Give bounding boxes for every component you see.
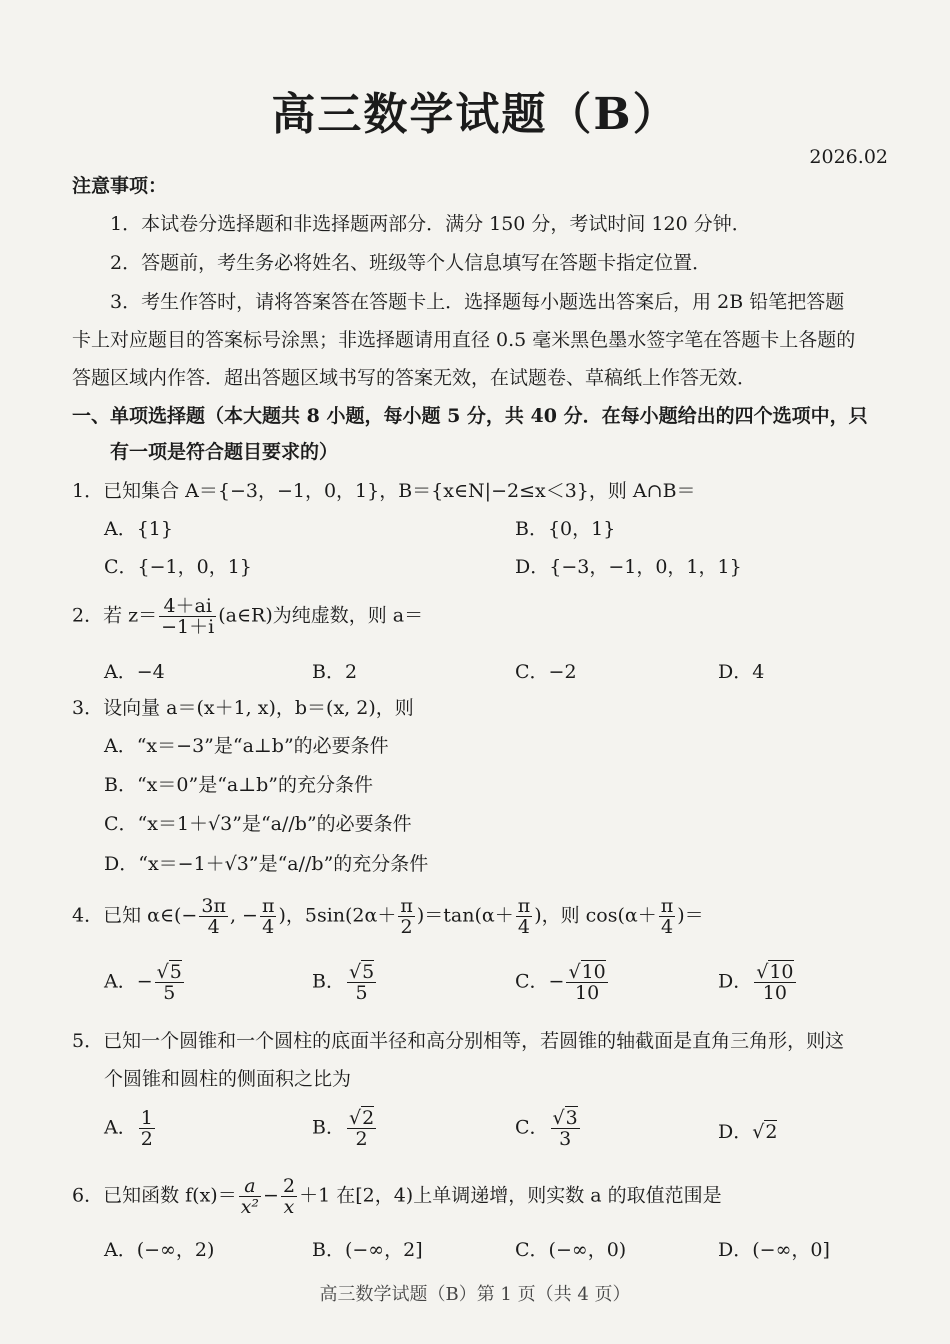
q3-option-b: B．“x＝0”是“a⊥b”的充分条件 [104, 774, 373, 796]
notice-line-2: 2．答题前，考生务必将姓名、班级等个人信息填写在答题卡指定位置． [110, 252, 712, 274]
q4-frac-4-num: π [517, 895, 531, 917]
q5-option-b-den: 2 [355, 1128, 368, 1150]
q5-option-d-radicand: 2 [765, 1121, 778, 1143]
q4-frac-5-num: π [660, 895, 674, 917]
q1-option-a: A．{1} [104, 518, 173, 540]
page-title: 高三数学试题（B） [271, 89, 679, 140]
q1-stem: 1．已知集合 A＝{−3，−1，0，1}，B＝{x∈N|−2≤x＜3}，则 A∩B＝ [72, 480, 696, 502]
notice-line-3b: 卡上对应题目的答案标号涂黑；非选择题请用直径 0.5 毫米黑色墨水签字笔在答题卡上各题的 [72, 329, 856, 351]
q4-option-a-frac [155, 962, 184, 1003]
q4-part-5: )，则 cos(α＋ [534, 904, 657, 927]
q4-option-a-label: A． [104, 970, 137, 993]
q4-option-a-num [155, 962, 184, 983]
q3-option-a: A．“x＝−3”是“a⊥b”的必要条件 [104, 735, 389, 757]
q4-option-d-radicand: 10 [769, 961, 794, 983]
notice-line-3a: 3．考生作答时，请将答案答在答题卡上．选择题每小题选出答案后，用 2B 铅笔把答题 [110, 291, 845, 313]
q5-stem-line-1: 5．已知一个圆锥和一个圆柱的底面半径和高分别相等，若圆锥的轴截面是直角三角形，则这 [72, 1030, 845, 1052]
q5-option-c-label: C． [515, 1116, 549, 1139]
q4-part-1: 4．已知 α∈(− [72, 904, 198, 927]
sqrt-icon: √ [552, 1107, 565, 1129]
section-heading-line-1: 一、单项选择题（本大题共 8 小题，每小题 5 分，共 40 分．在每小题给出的四个选项中，只 [72, 405, 868, 427]
q4-frac-2-num: π [261, 895, 275, 917]
q2-option-c: C．−2 [515, 661, 577, 683]
q4-frac-1-den: 4 [207, 916, 220, 938]
q6-option-c: C．(−∞，0) [515, 1239, 627, 1261]
q4-option-c-sign: − [548, 970, 565, 993]
q2-option-d: D．4 [718, 661, 765, 683]
exam-date: 2026.02 [809, 146, 888, 168]
q3-stem: 3．设向量 a＝(x＋1, x)，b＝(x, 2)，则 [72, 697, 414, 719]
q2-fraction [159, 596, 216, 637]
q4-part-4: )＝tan(α＋ [416, 904, 514, 927]
q5-option-c [515, 1108, 582, 1149]
q4-option-a-sign: − [136, 970, 153, 993]
q4-option-c [515, 962, 610, 1003]
q5-option-a-frac [139, 1108, 155, 1149]
q5-option-c-frac [551, 1108, 580, 1149]
q5-option-c-radicand: 3 [565, 1107, 578, 1129]
q4-option-d-num [754, 962, 795, 983]
q6-option-d: D．(−∞，0] [718, 1239, 830, 1261]
q4-frac-2-den: 4 [262, 916, 275, 938]
q4-frac-1-num: 3π [201, 895, 226, 917]
q4-option-c-radicand: 10 [581, 961, 606, 983]
q4-option-d [718, 962, 798, 1003]
q5-option-d [718, 1120, 777, 1144]
q4-option-d-den: 10 [762, 982, 787, 1004]
q6-frac-2-den: x [283, 1196, 295, 1218]
q4-option-b [312, 962, 378, 1003]
q4-option-c-frac [566, 962, 607, 1003]
q2-label: 2．若 z＝ [72, 604, 158, 627]
q5-option-a-den: 2 [140, 1128, 153, 1150]
q5-option-a-label: A． [104, 1116, 137, 1139]
q4-option-b-num [347, 962, 376, 983]
q5-option-a-num: 1 [140, 1107, 153, 1129]
q2-numerator: 4＋ai [159, 596, 216, 617]
q6-frac-1 [239, 1176, 261, 1217]
q4-option-c-den: 10 [575, 982, 600, 1004]
q4-option-b-label: B． [312, 970, 345, 993]
q4-option-c-label: C． [515, 970, 549, 993]
q2-option-a: A．−4 [104, 661, 165, 683]
q4-part-6: )＝ [677, 904, 704, 927]
q5-option-c-den: 3 [559, 1128, 572, 1150]
q2-stem [72, 596, 423, 637]
q1-option-d: D．{−3，−1，0，1，1} [515, 556, 742, 578]
q5-option-b-label: B． [312, 1116, 345, 1139]
notice-line-1: 1．本试卷分选择题和非选择题两部分．满分 150 分，考试时间 120 分钟． [110, 213, 751, 235]
q4-frac-3-num: π [400, 895, 413, 917]
q4-option-a [104, 962, 186, 1003]
q4-frac-5 [659, 896, 676, 937]
sqrt-icon: √ [348, 1107, 362, 1129]
page-footer: 高三数学试题（B）第 1 页（共 4 页） [319, 1284, 631, 1305]
sqrt-icon: √ [156, 961, 169, 983]
section-heading-line-2: 有一项是符合题目要求的） [110, 441, 339, 463]
q4-frac-4 [516, 896, 533, 937]
q6-part-3: ＋1 在[2，4)上单调递增，则实数 a 的取值范围是 [299, 1184, 722, 1207]
q4-option-a-radicand: 5 [169, 961, 182, 983]
q5-option-b [312, 1108, 378, 1149]
q6-stem [72, 1176, 722, 1217]
q6-frac-2 [281, 1176, 297, 1217]
q4-option-d-label: D． [718, 970, 753, 993]
q5-option-a [104, 1108, 157, 1149]
q4-option-b-radicand: 5 [362, 961, 375, 983]
notice-line-3c: 答题区域内作答．超出答题区域书写的答案无效，在试题卷、草稿纸上作答无效． [72, 367, 757, 389]
q6-option-a: A．(−∞，2) [104, 1239, 215, 1261]
q4-option-c-num [566, 962, 607, 983]
q4-frac-2 [260, 896, 277, 937]
notice-heading: 注意事项： [72, 175, 168, 197]
q5-option-c-num [551, 1108, 580, 1129]
q4-stem [72, 896, 704, 937]
q4-frac-1 [199, 896, 228, 937]
q3-option-d: D．“x＝−1＋√3”是“a//b”的充分条件 [104, 853, 429, 875]
q4-frac-5-den: 4 [660, 916, 674, 938]
sqrt-icon: √ [568, 961, 581, 983]
q1-option-b: B．{0，1} [515, 518, 616, 540]
q6-part-2: − [263, 1184, 279, 1207]
q5-option-b-num [347, 1108, 376, 1129]
q4-part-3: )，5sin(2α＋ [278, 904, 397, 927]
q6-frac-1-num: a [239, 1176, 261, 1197]
q6-frac-1-den: x² [240, 1196, 260, 1218]
q5-option-d-label: D． [718, 1121, 753, 1143]
q6-part-1: 6．已知函数 f(x)＝ [72, 1184, 237, 1207]
q5-option-b-radicand: 2 [362, 1107, 375, 1129]
q4-option-b-frac [347, 962, 376, 1003]
sqrt-icon: √ [752, 1121, 765, 1143]
q5-stem-line-2: 个圆锥和圆柱的侧面积之比为 [104, 1068, 352, 1090]
q2-denominator: −1＋i [161, 616, 215, 638]
q5-option-b-frac [347, 1108, 376, 1149]
q4-part-2: , − [229, 904, 258, 927]
q4-option-b-den: 5 [355, 982, 368, 1004]
q6-option-b: B．(−∞，2] [312, 1239, 423, 1261]
q4-option-a-den: 5 [163, 982, 176, 1004]
q2-option-b: B．2 [312, 661, 358, 683]
q4-frac-4-den: 4 [517, 916, 530, 938]
q4-option-d-frac [754, 962, 795, 1003]
q2-tail: (a∈R)为纯虚数，则 a＝ [218, 604, 424, 627]
sqrt-icon: √ [756, 961, 769, 983]
sqrt-icon: √ [348, 961, 362, 983]
q4-frac-3-den: 2 [400, 916, 413, 938]
q3-option-c: C．“x＝1＋√3”是“a//b”的必要条件 [104, 813, 412, 835]
q6-frac-2-num: 2 [282, 1175, 296, 1197]
q1-option-c: C．{−1，0，1} [104, 556, 252, 578]
q4-frac-3 [398, 896, 415, 937]
